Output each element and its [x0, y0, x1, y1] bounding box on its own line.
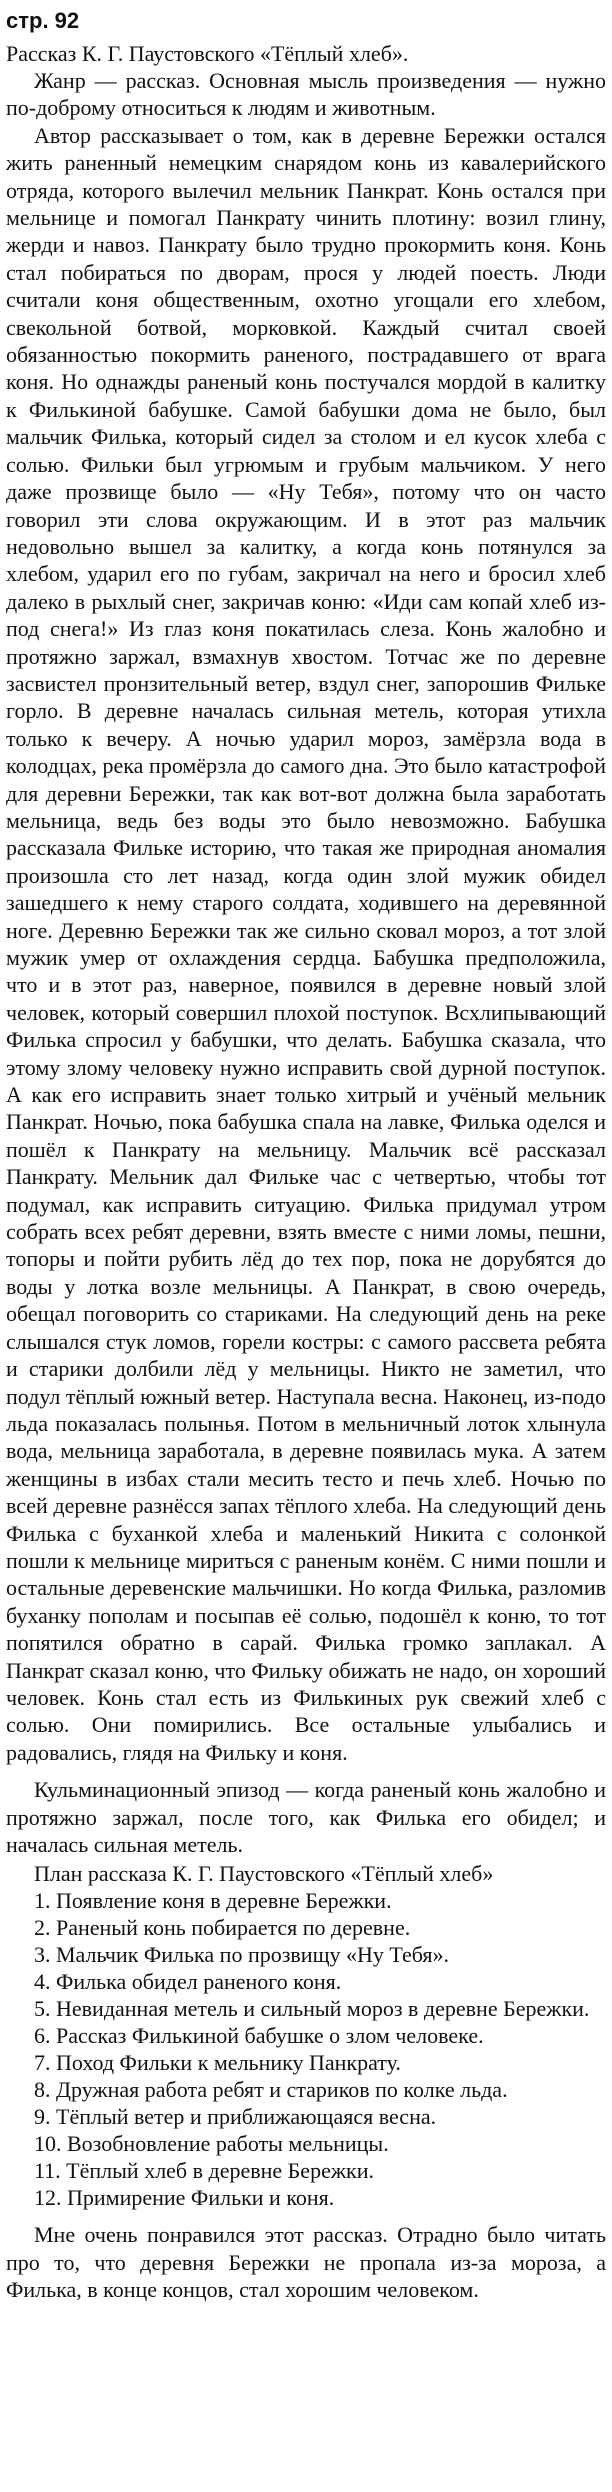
plan-item: 9. Тёплый ветер и приближающаяся весна. — [34, 2104, 437, 2130]
culmination-paragraph: Кульминационный эпизод — когда раненый конь жалобно и протяжно заржал, после того, как Филька его обидел; и началась сильная метель. — [6, 1777, 606, 1857]
plan-item: 3. Мальчик Филька по прозвищу «Ну Тебя». — [34, 1942, 450, 1968]
genre-paragraph: Жанр — рассказ. Основная мысль произведения — нужно по-доброму относиться к людям и животным. — [6, 68, 606, 121]
plan-item: 12. Примирение Фильки и коня. — [34, 2185, 335, 2211]
plan-item: 5. Невиданная метель и сильный мороз в деревне Бережки. — [34, 1996, 590, 2022]
plan-item: 7. Поход Фильки к мельнику Панкрату. — [34, 2050, 401, 2076]
story-title-line: Рассказ К. Г. Паустовского «Тёплый хлеб». — [6, 41, 409, 66]
section-spacer — [6, 2211, 606, 2221]
plan-item: 6. Рассказ Филькиной бабушке о злом человеке. — [34, 2023, 484, 2049]
summary-paragraph: Автор рассказывает о том, как в деревне Бережки остался жить раненный немецким снарядом конь из кавалерийского отряда, которого вылечил мельник Панкрат. Конь остался при мельнице и помогал Панкрату чинить плотину: возил глину, жерди и навоз. Панкрату было трудно прокормить коня. Конь стал побираться по дворам, прося у людей поесть. Люди считали коня общественным, охотно угощали его хлебом, свекольной ботвой, морковкой. Каждый считал своей обязанностью покормить раненого, пострадавшего от врага коня. Но однажды раненый конь постучался мордой в калитку к Филькиной бабушке. Самой бабушки дома не было, был мальчик Филька, который сидел за столом и ел кусок хлеба с солью. Фильки был угрюмым и грубым мальчиком. У него даже прозвище было — «Ну Тебя», потому что он часто говорил эти слова окружающим. И в этот раз мальчик недовольно вышел за калитку, а когда конь потянулся за хлебом, ударил его по губам, закричал на него и бросил хлеб далеко в рыхлый снег, закричав коню: «Иди сам копай хлеб из-под снега!» Из глаз коня покатилась слеза. Конь жалобно и протяжно заржал, взмахнув хвостом. Тотчас же по деревне засвистел пронзительный ветер, вздул снег, запорошив Фильке горло. В деревне началась сильная метель, которая утихла только к вечеру. А ночью ударил мороз, замёрзла вода в колодцах, река промёрзла до самого дна. Это было катастрофой для деревни Бережки, так как вот-вот должна была заработать мельница, ведь без воды это было невозможно. Бабушка рассказала Фильке историю, что такая же природная аномалия произошла сто лет назад, когда один злой мужик обидел зашедшего к нему старого солдата, ходившего на деревянной ноге. Деревню Бережки так же сильно сковал мороз, а тот злой мужик умер от охлаждения сердца. Бабушка предположила, что и в этот раз, наверное, появился в деревне новый злой человек, который совершил плохой поступок. Всхлипывающий Филька спросил у бабушки, что делать. Бабушка сказала, что этому злому человеку нужно исправить свой дурной поступок. А как его исправить знает только хитрый и учёный мельник Панкрат. Ночью, пока бабушка спала на лавке, Филька оделся и пошёл к Панкрату на мельницу. Мальчик всё рассказал Панкрату. Мельник дал Фильке час с четвертью, чтобы тот подумал, как исправить ситуацию. Филька придумал утром собрать всех ребят деревни, взять вместе с ними ломы, пешни, топоры и пойти рубить лёд до тех пор, пока не дорубятся до воды у лотка возле мельницы. А Панкрат, в свою очередь, обещал поговорить со стариками. На следующий день на реке слышался стук ломов, горели костры: с самого рассвета ребята и старики долбили лёд у мельницы. Никто не заметил, что подул тёплый южный ветер. Наступала весна. Наконец, из-подо льда показалась полынья. Потом в мельничный лоток хлынула вода, мельница заработала, в деревне появилась мука. А затем женщины в избах стали месить тесто и печь хлеб. Ночью по всей деревне разнёсся запах тёплого хлеба. На следующий день Филька с буханкой хлеба и маленький Никита с солонкой пошли к мельнице мириться с раненым конём. С ними пошли и остальные деревенские мальчишки. Но когда Филька, разломив буханку пополам и посыпав её солью, подошёл к коню, то тот попятился обратно в сарай. Филька громко заплакал. А Панкрат сказал коню, что Фильку обижать не надо, он хороший человек. Конь стал есть из Филькиных рук свежий хлеб с солью. Они помирились. Все остальные улыбались и радовались, глядя на Фильку и коня. — [6, 122, 606, 1765]
plan-list — [6, 1887, 606, 2211]
plan-item: 1. Появление коня в деревне Бережки. — [34, 1888, 392, 1914]
section-spacer — [6, 1766, 606, 1776]
plan-item: 11. Тёплый хлеб в деревне Бережки. — [34, 2158, 374, 2184]
conclusion-paragraph: Мне очень понравился этот рассказ. Отрадно было читать про то, что деревня Бережки не пропала из-за мороза, а Филька, в конце концов, стал хорошим человеком. — [6, 2222, 606, 2303]
plan-item: 4. Филька обидел раненого коня. — [34, 1969, 342, 1995]
plan-item: 10. Возобновление работы мельницы. — [34, 2131, 389, 2157]
plan-title: План рассказа К. Г. Паустовского «Тёплый хлеб» — [34, 1861, 494, 1887]
page-number-heading: стр. 92 — [6, 8, 80, 33]
plan-item: 8. Дружная работа ребят и стариков по колке льда. — [34, 2077, 508, 2103]
plan-item: 2. Раненый конь побирается по деревне. — [34, 1915, 411, 1941]
